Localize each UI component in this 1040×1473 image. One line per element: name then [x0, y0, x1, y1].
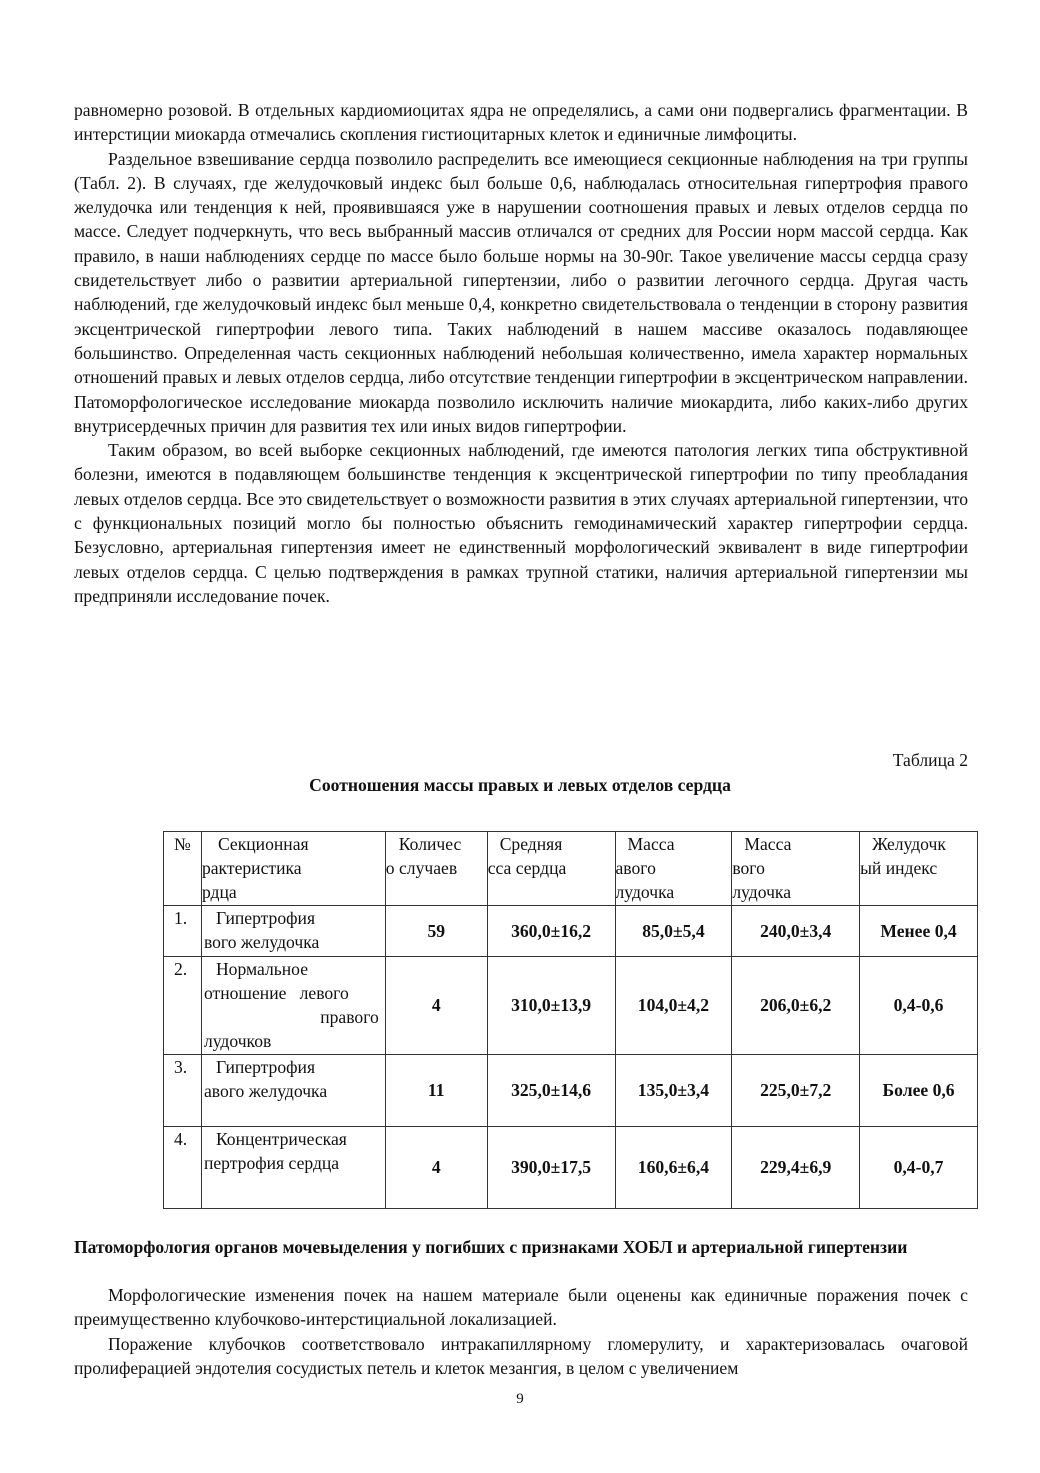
row-right-ventricle: 104,0±4,2 [615, 957, 732, 1055]
header-ventricular-index: Желудочк ый индекс [860, 832, 978, 906]
row-index-value: Более 0,6 [860, 1055, 978, 1127]
table-row [164, 1127, 978, 1209]
section-body [74, 1283, 968, 1380]
row-mean-mass: 360,0±16,2 [487, 906, 615, 957]
row-index: 3. [164, 1055, 202, 1127]
row-index-value: Менее 0,4 [860, 906, 978, 957]
row-right-ventricle: 135,0±3,4 [615, 1055, 732, 1127]
row-index: 4. [164, 1127, 202, 1209]
row-cases: 4 [385, 1127, 487, 1209]
table-row [164, 906, 978, 957]
row-right-ventricle: 85,0±5,4 [615, 906, 732, 957]
table-title: Соотношения массы правых и левых отделов сердца [309, 775, 731, 795]
row-cases: 11 [385, 1055, 487, 1127]
row-index: 2. [164, 957, 202, 1055]
section-paragraph-2: Поражение клубочков соответствовало интракапиллярному гломерулиту, и характеризовалась очаговой пролиферацией эндотелия сосудистых петель и клеток мезангия, в целом с увеличением [74, 1333, 968, 1378]
row-description: Концентрическая пертрофия сердца [201, 1127, 385, 1209]
row-description: Гипертрофия вого желудочка [201, 906, 385, 957]
row-left-ventricle: 229,4±6,9 [732, 1127, 860, 1209]
section-heading: Патоморфология органов мочевыделения у погибших с признаками ХОБЛ и артериальной гипертензии [74, 1237, 908, 1257]
row-description: Гипертрофия авого желудочка [201, 1055, 385, 1127]
header-left-ventricle: Масса вого лудочка [732, 832, 860, 906]
table-header-row [164, 832, 978, 906]
paragraph-3: Таким образом, во всей выборке секционных наблюдений, где имеются патология легких типа обструктивной болезни, имеются в подавляющем большинстве тенденция к эксцентрической гипертрофии по типу преобладания левых отделов сердца. Все это свидетельствует о возможности развития в этих случаях артериальной гипертензии, что с функциональных позиций могло бы полностью объяснить гемодинамический характер гипертрофии сердца. Безусловно, артериальная гипертензия имеет не единственный морфологический эквивалент в виде гипертрофии левых отделов сердца. С целью подтверждения в рамках трупной статики, наличия артериальной гипертензии мы предприняли исследование почек. [74, 440, 968, 606]
header-number: № [164, 832, 202, 906]
page-body [74, 98, 968, 608]
table-row [164, 957, 978, 1055]
header-cases: Количес о случаев [385, 832, 487, 906]
header-right-ventricle: Масса авого лудочка [615, 832, 732, 906]
row-mean-mass: 310,0±13,9 [487, 957, 615, 1055]
row-right-ventricle: 160,6±6,4 [615, 1127, 732, 1209]
row-left-ventricle: 225,0±7,2 [732, 1055, 860, 1127]
row-cases: 59 [385, 906, 487, 957]
row-index-value: 0,4-0,7 [860, 1127, 978, 1209]
page-number: 9 [516, 1391, 524, 1407]
row-index-value: 0,4-0,6 [860, 957, 978, 1055]
row-description: Нормальное отношение левого правого лудочков [201, 957, 385, 1055]
row-left-ventricle: 240,0±3,4 [732, 906, 860, 957]
row-cases: 4 [385, 957, 487, 1055]
data-table [163, 831, 978, 1209]
paragraph-2: Раздельное взвешивание сердца позволило распределить все имеющиеся секционные наблюдения на три группы (Табл. 2). В случаях, где желудочковый индекс был больше 0,6, наблюдалась относительная гипертрофия правого желудочка или тенденция к ней, проявившаяся уже в нарушении соотношения правых и левых отделов сердца по массе. Следует подчеркнуть, что весь выбранный массив отличался от средних для России норм массой сердца. Как правило, в наши наблюдениях сердце по массе было больше нормы на 30-90г. Такое увеличение массы сердца сразу свидетельствует либо о развитии артериальной гипертензии, либо о развитии легочного сердца. Другая часть наблюдений, где желудочковый индекс был меньше 0,4, конкретно свидетельствовала о тенденции в сторону развития эксцентрической гипертрофии левого типа. Таких наблюдений в нашем массиве оказалось подавляющее большинство. Определенная часть секционных наблюдений небольшая количественно, имела характер нормальных отношений правых и левых отделов сердца, либо отсутствие тенденции гипертрофии в эксцентрическом направлении. Патоморфологическое исследование миокарда позволило исключить наличие миокардита, либо каких-либо других внутрисердечных причин для развития тех или иных видов гипертрофии. [74, 148, 968, 436]
row-left-ventricle: 206,0±6,2 [732, 957, 860, 1055]
row-index: 1. [164, 906, 202, 957]
header-section-characteristic: Секционная рактеристика рдца [201, 832, 385, 906]
header-mean-mass: Средняя сса сердца [487, 832, 615, 906]
row-mean-mass: 325,0±14,6 [487, 1055, 615, 1127]
table-row [164, 1055, 978, 1127]
row-mean-mass: 390,0±17,5 [487, 1127, 615, 1209]
section-paragraph-1: Морфологические изменения почек на нашем материале были оценены как единичные поражения почек с преимущественно клубочково-интерстициальной локализацией. [74, 1285, 968, 1330]
table-caption: Таблица 2 [892, 750, 968, 770]
paragraph-1: равномерно розовой. В отдельных кардиомиоцитах ядра не определялись, а сами они подвергались фрагментации. В интерстиции миокарда отмечались скопления гистиоцитарных клеток и единичные лимфоциты. [74, 100, 968, 145]
